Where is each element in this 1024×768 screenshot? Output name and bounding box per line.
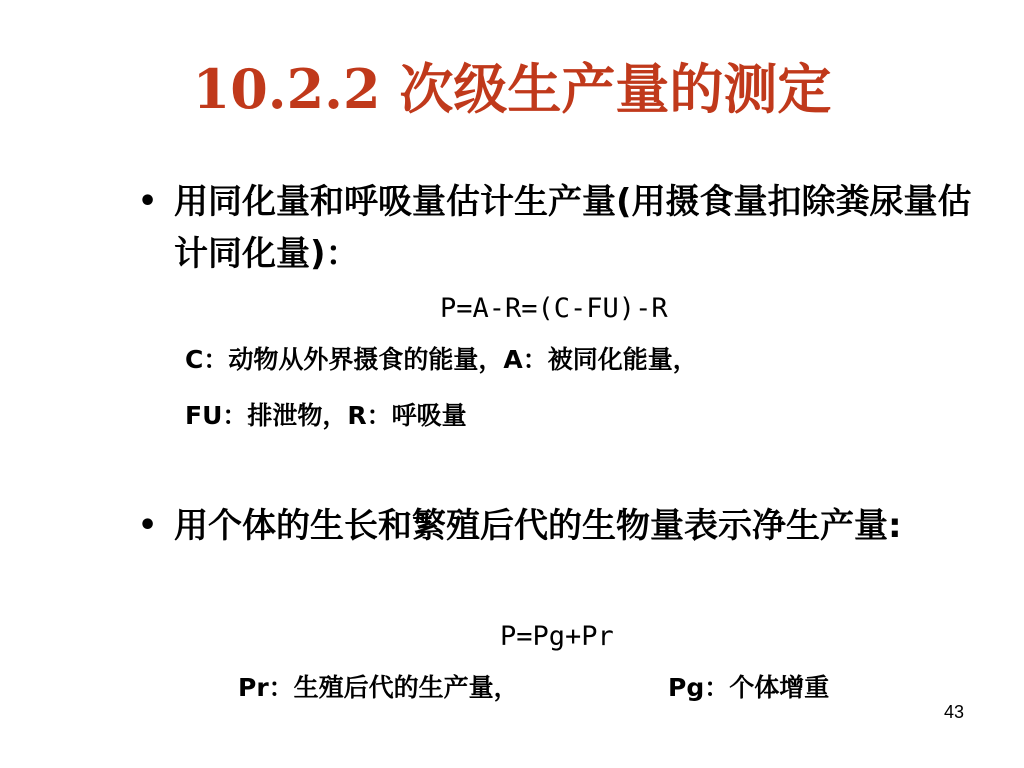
formula-production: P=A-R=(C-FU)-R [440, 293, 668, 324]
formula-legend-pr: Pr：生殖后代的生产量， [238, 673, 519, 702]
bullet-text: 用同化量和呼吸量估计生产量(用摄食量扣除粪尿量估计同化量)： [174, 182, 972, 274]
slide-title: 10.2.2 次级生产量的测定 [192, 57, 832, 121]
bullet-section-1 [130, 176, 990, 280]
page-number: 43 [943, 702, 964, 722]
formula-legend-line-1: C：动物从外界摄食的能量，A：被同化能量， [185, 345, 698, 374]
formula-legend-pg: Pg：个体增重 [668, 673, 830, 702]
bullet-section-2 [130, 500, 990, 552]
bullet-icon: • [138, 508, 158, 543]
bullet-icon: • [138, 184, 158, 219]
bullet-item [130, 176, 990, 280]
formula-legend-line-2: FU：排泄物，R：呼吸量 [185, 401, 467, 430]
bullet-text: 用个体的生长和繁殖后代的生物量表示净生产量: [174, 506, 902, 546]
bullet-item [130, 500, 990, 552]
formula-net-production: P=Pg+Pr [500, 621, 614, 652]
